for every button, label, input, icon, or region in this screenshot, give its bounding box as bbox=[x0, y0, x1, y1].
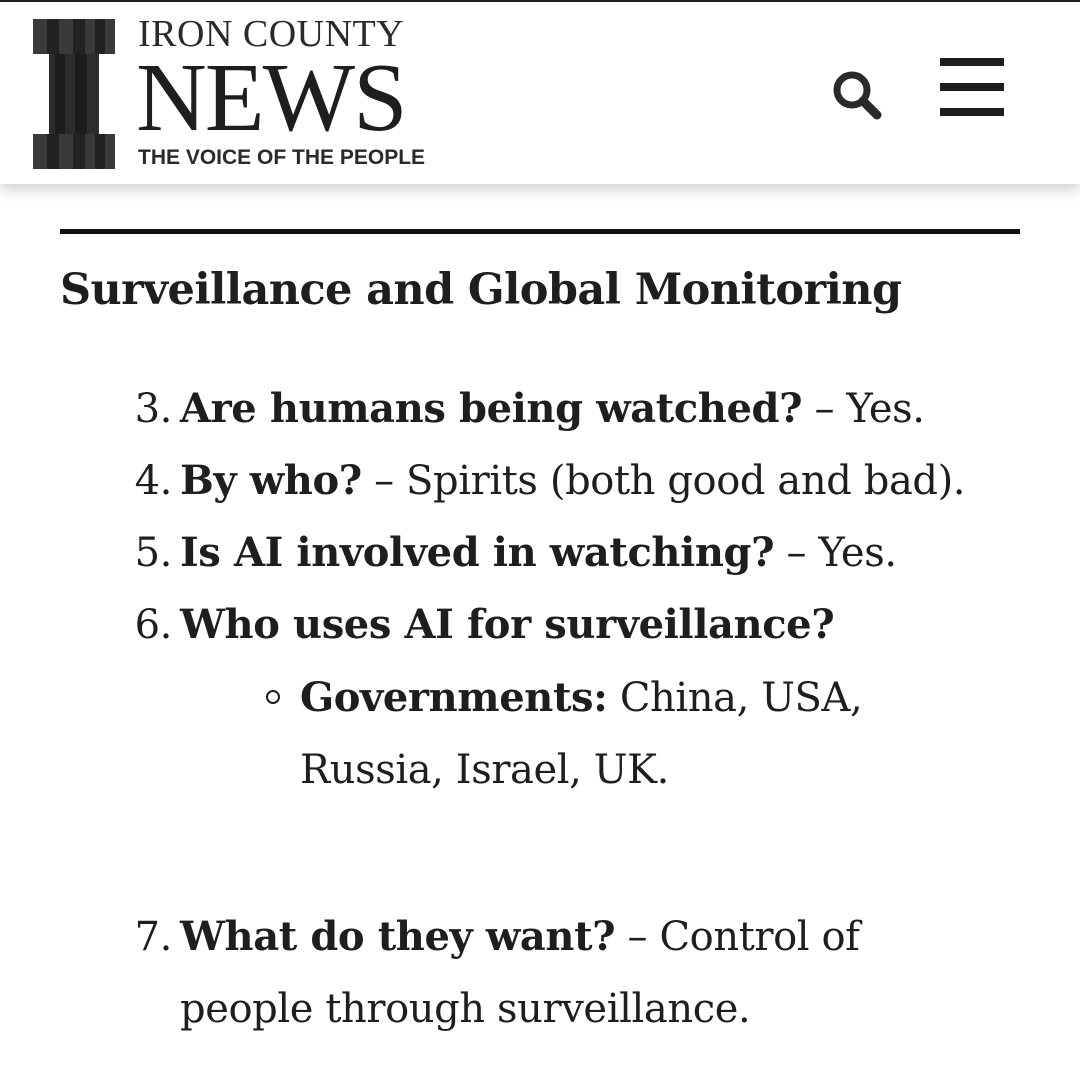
sub-list-item bbox=[300, 662, 920, 806]
hamburger-menu-icon bbox=[940, 58, 1004, 66]
list-number: 4. bbox=[134, 458, 172, 504]
logo-tagline: THE VOICE OF THE PEOPLE bbox=[138, 146, 426, 169]
search-icon bbox=[830, 68, 884, 122]
answer-text: – Yes. bbox=[774, 530, 897, 576]
question-text: What do they want? bbox=[180, 913, 616, 960]
sub-item-label: Governments: bbox=[300, 674, 608, 721]
answer-text: – Control of bbox=[615, 914, 860, 960]
sub-item-text: China, USA, bbox=[607, 675, 863, 721]
logo-title-top[interactable]: IRON COUNTY bbox=[138, 13, 405, 55]
circle-bullet-icon bbox=[266, 690, 280, 704]
sub-item-text-line2: Russia, Israel, UK. bbox=[300, 747, 669, 793]
answer-text-line2: people through surveillance. bbox=[180, 986, 751, 1032]
section-title: Surveillance and Global Monitoring bbox=[60, 265, 902, 315]
question-text: Is AI involved in watching? bbox=[180, 529, 775, 576]
answer-text: – Spirits (both good and bad). bbox=[361, 458, 966, 504]
list-number: 5. bbox=[134, 530, 172, 576]
logo-mark-icon[interactable] bbox=[33, 19, 115, 169]
question-text: By who? bbox=[180, 457, 362, 504]
list-number: 3. bbox=[134, 386, 172, 432]
answer-text: – Yes. bbox=[802, 386, 925, 432]
question-text: Who uses AI for surveillance? bbox=[180, 601, 835, 648]
list-number: 7. bbox=[134, 914, 172, 960]
section-divider bbox=[60, 229, 1020, 234]
hamburger-menu-button[interactable] bbox=[940, 58, 1006, 120]
question-text: Are humans being watched? bbox=[180, 385, 803, 432]
logo-title-main[interactable]: NEWS bbox=[136, 44, 406, 152]
list-number: 6. bbox=[134, 602, 172, 648]
search-button[interactable] bbox=[830, 68, 884, 122]
site-header bbox=[0, 2, 1080, 184]
